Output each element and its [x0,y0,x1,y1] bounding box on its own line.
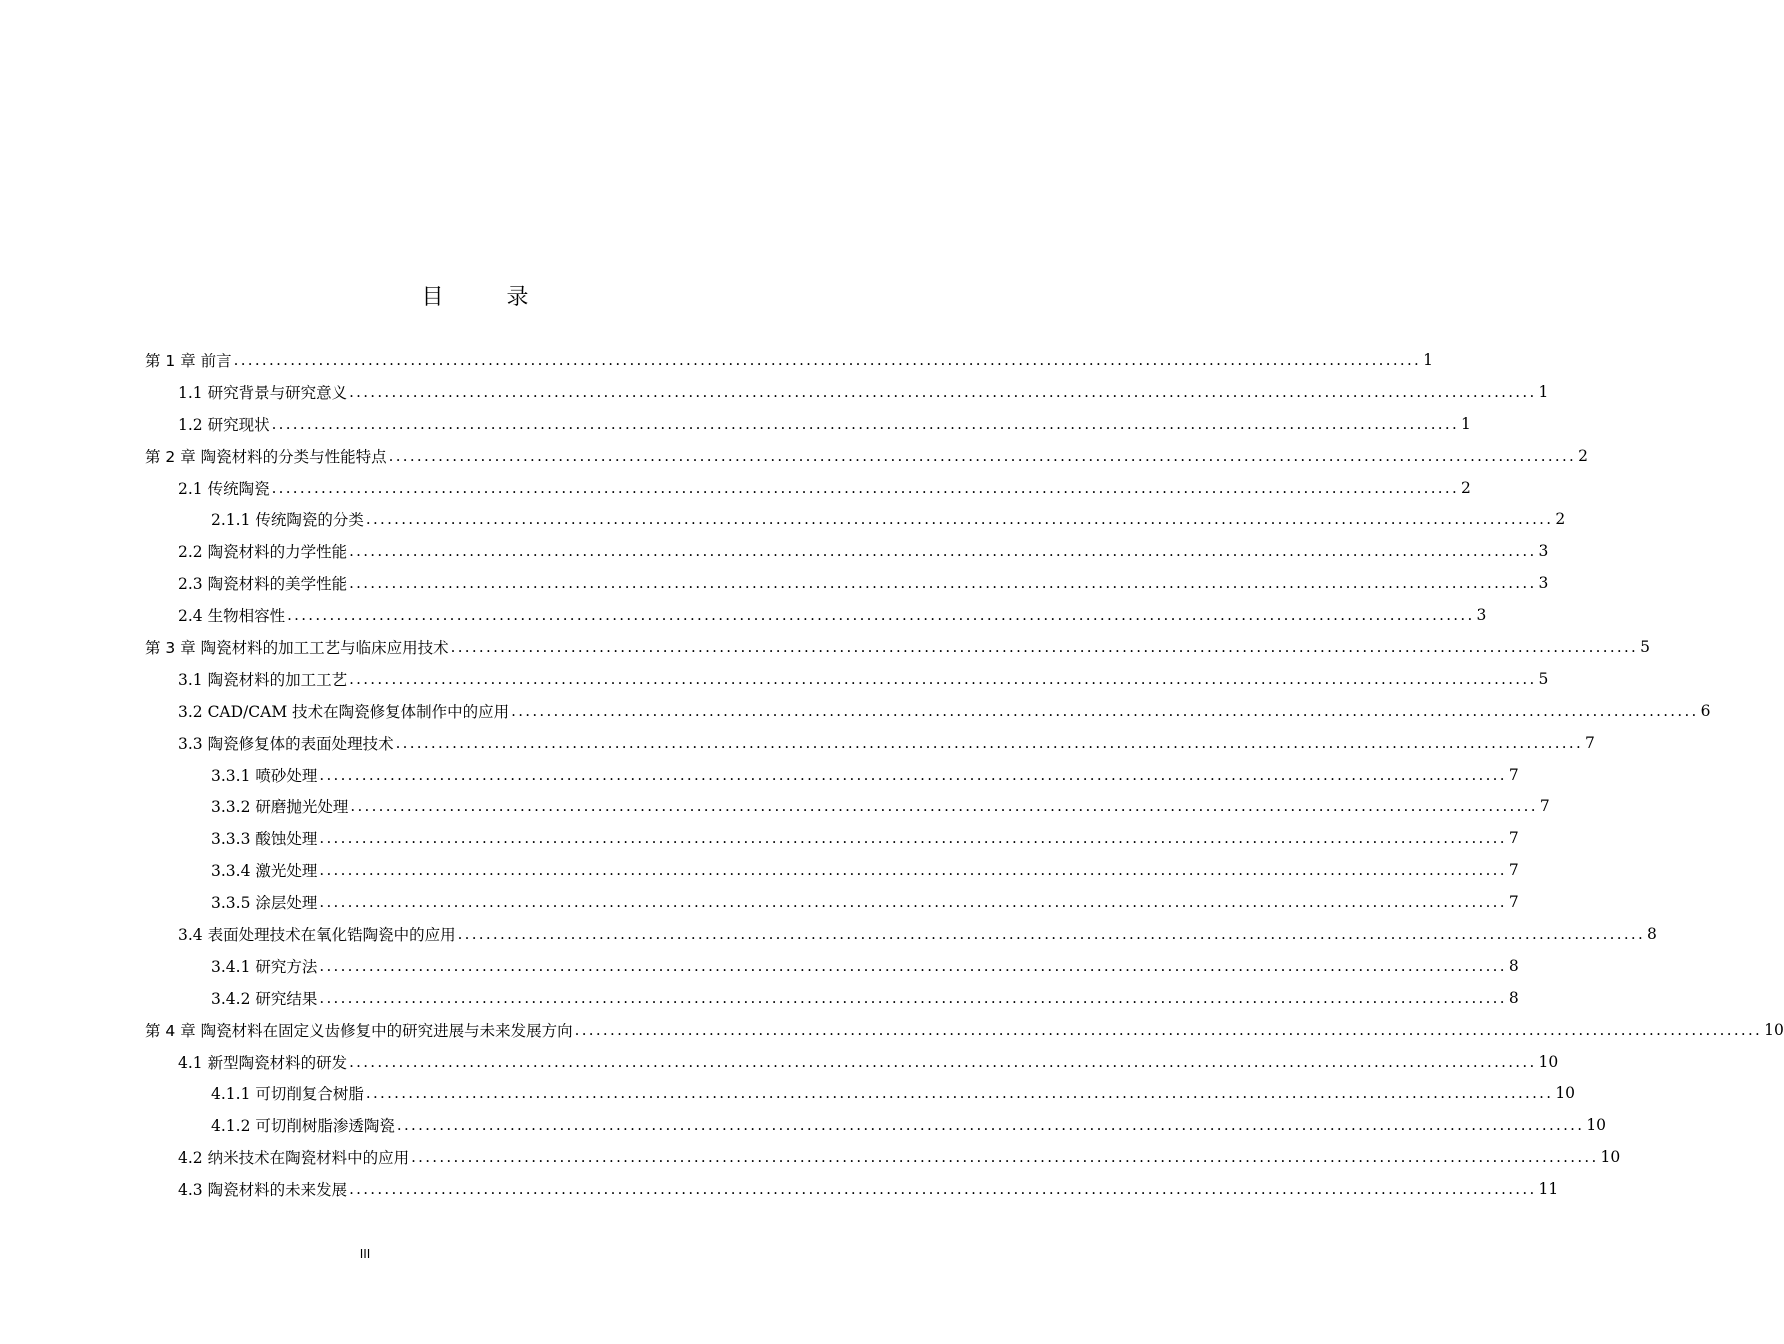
toc-entry-title: 2.1 传统陶瓷 [178,479,270,498]
toc-dot-leader: ........................................................................................................................................................................ [349,542,1537,561]
toc-entry-page-number: 5 [1640,637,1650,656]
toc-dot-leader: ........................................................................................................................................................................ [396,1116,1585,1135]
toc-entry-page-number: 8 [1508,988,1519,1007]
toc-entry-level-2[interactable] [145,1173,1559,1205]
toc-entry-title: 3.2 CAD/CAM 技术在陶瓷修复体制作中的应用 [178,702,510,721]
toc-dot-leader: ........................................................................................................................................................................ [233,350,1422,369]
toc-dot-leader: ........................................................................................................................................................................ [271,414,1460,433]
toc-entry-title: 2.2 陶瓷材料的力学性能 [178,543,348,562]
toc-entry-level-3[interactable] [145,790,1550,822]
toc-entry-level-3[interactable] [145,886,1519,918]
toc-entry-title: 4.2 纳米技术在陶瓷材料中的应用 [178,1149,410,1168]
toc-entry-page-number: 10 [1538,1052,1559,1071]
toc-entry-title: 3.1 陶瓷材料的加工工艺 [178,670,348,689]
toc-entry-page-number: 10 [1555,1084,1576,1103]
toc-entry-page-number: 1 [1461,414,1471,433]
toc-dot-leader: ........................................................................................................................................................................ [349,382,1537,401]
toc-entry-title: 第 2 章 陶瓷材料的分类与性能特点 [145,447,387,466]
toc-entry-title: 3.3.1 喷砂处理 [211,766,318,785]
toc-entry-level-1[interactable] [145,1014,1784,1046]
toc-entry-title: 4.1.1 可切削复合树脂 [211,1085,364,1104]
toc-entry-title: 3.4 表面处理技术在氧化锆陶瓷中的应用 [178,925,456,944]
toc-dot-leader: ........................................................................................................................................................................ [319,988,1507,1007]
toc-entry-page-number: 7 [1508,829,1519,848]
toc-dot-leader: ........................................................................................................................................................................ [349,1180,1537,1199]
toc-dot-leader: ........................................................................................................................................................................ [319,765,1507,784]
toc-entry-page-number: 2 [1578,446,1588,465]
toc-entry-page-number: 2 [1555,510,1566,529]
toc-entry-title: 3.3.2 研磨抛光处理 [211,798,349,817]
toc-dot-leader: ........................................................................................................................................................................ [450,637,1639,656]
toc-entry-page-number: 7 [1508,893,1519,912]
toc-dot-leader: ........................................................................................................................................................................ [271,478,1460,497]
toc-entry-level-2[interactable] [145,918,1657,950]
toc-entry-page-number: 5 [1538,669,1549,688]
toc-entry-page-number: 1 [1538,382,1549,401]
toc-entry-title: 3.4.2 研究结果 [211,989,318,1008]
toc-dot-leader: ........................................................................................................................................................................ [411,1148,1599,1167]
toc-dot-leader: ........................................................................................................................................................................ [319,861,1507,880]
toc-entry-title: 1.1 研究背景与研究意义 [178,383,348,402]
toc-entry-level-3[interactable] [145,1077,1576,1109]
toc-dot-leader: ........................................................................................................................................................................ [457,924,1646,943]
toc-entry-page-number: 10 [1586,1116,1607,1135]
toc-entry-level-2[interactable] [145,599,1487,631]
toc-entry-level-3[interactable] [145,1109,1607,1141]
toc-entry-page-number: 6 [1700,701,1711,720]
toc-entry-level-3[interactable] [145,950,1519,982]
toc-entry-page-number: 8 [1647,924,1657,943]
toc-entry-page-number: 3 [1538,542,1549,561]
toc-dot-leader: ........................................................................................................................................................................ [349,669,1537,688]
toc-entry-level-2[interactable] [145,472,1471,504]
toc-entry-level-2[interactable] [145,376,1549,408]
toc-entry-page-number: 3 [1476,606,1487,625]
toc-entry-level-3[interactable] [145,503,1566,535]
toc-entry-level-1[interactable] [145,631,1650,663]
toc-dot-leader: ........................................................................................................................................................................ [349,1052,1537,1071]
toc-entry-title: 2.1.1 传统陶瓷的分类 [211,511,364,530]
toc-entry-title: 3.3.5 涂层处理 [211,894,318,913]
toc-entry-title: 3.3.4 激光处理 [211,862,318,881]
toc-entry-level-2[interactable] [145,727,1595,759]
toc-entry-title: 3.4.1 研究方法 [211,957,318,976]
page-title: 目 录 [421,285,557,310]
toc-entry-title: 1.2 研究现状 [178,415,270,434]
toc-entry-level-2[interactable] [145,567,1549,599]
toc-dot-leader: ........................................................................................................................................................................ [319,893,1507,912]
toc-entry-page-number: 3 [1538,574,1549,593]
toc-entry-level-3[interactable] [145,982,1519,1014]
toc-entry-title: 3.3.3 酸蚀处理 [211,830,318,849]
table-of-contents [145,344,1784,1205]
toc-entry-level-2[interactable] [145,695,1711,727]
toc-entry-level-3[interactable] [145,822,1519,854]
toc-entry-page-number: 7 [1508,861,1519,880]
toc-entry-level-2[interactable] [145,1141,1621,1173]
toc-entry-page-number: 8 [1508,956,1519,975]
toc-dot-leader: ........................................................................................................................................................................ [574,1020,1763,1039]
toc-entry-level-2[interactable] [145,663,1549,695]
toc-entry-level-1[interactable] [145,344,1433,376]
toc-dot-leader: ........................................................................................................................................................................ [349,574,1537,593]
toc-dot-leader: ........................................................................................................................................................................ [388,446,1577,465]
toc-entry-title: 第 1 章 前言 [145,351,232,370]
toc-dot-leader: ........................................................................................................................................................................ [365,510,1554,529]
toc-entry-page-number: 10 [1764,1020,1784,1039]
toc-entry-level-2[interactable] [145,1046,1559,1078]
toc-entry-title: 4.1.2 可切削树脂渗透陶瓷 [211,1117,395,1136]
toc-entry-title: 3.3 陶瓷修复体的表面处理技术 [178,734,394,753]
toc-entry-page-number: 10 [1600,1148,1621,1167]
toc-entry-level-3[interactable] [145,759,1519,791]
toc-entry-title: 第 3 章 陶瓷材料的加工工艺与临床应用技术 [145,638,449,657]
toc-entry-title: 第 4 章 陶瓷材料在固定义齿修复中的研究进展与未来发展方向 [145,1021,573,1040]
toc-entry-title: 2.4 生物相容性 [178,607,286,626]
toc-dot-leader: ........................................................................................................................................................................ [319,956,1507,975]
toc-entry-title: 4.3 陶瓷材料的未来发展 [178,1181,348,1200]
toc-entry-page-number: 7 [1539,797,1550,816]
page-footer-number: III [359,1247,371,1261]
toc-entry-title: 2.3 陶瓷材料的美学性能 [178,575,348,594]
toc-dot-leader: ........................................................................................................................................................................ [350,797,1538,816]
toc-entry-level-2[interactable] [145,535,1549,567]
toc-dot-leader: ........................................................................................................................................................................ [365,1084,1554,1103]
toc-entry-title: 4.1 新型陶瓷材料的研发 [178,1053,348,1072]
toc-entry-page-number: 7 [1585,733,1595,752]
toc-entry-level-3[interactable] [145,854,1519,886]
toc-dot-leader: ........................................................................................................................................................................ [287,606,1475,625]
toc-entry-page-number: 1 [1423,350,1433,369]
toc-entry-level-2[interactable] [145,408,1471,440]
toc-dot-leader: ........................................................................................................................................................................ [395,733,1584,752]
toc-entry-level-1[interactable] [145,440,1588,472]
toc-entry-page-number: 11 [1538,1180,1559,1199]
toc-dot-leader: ........................................................................................................................................................................ [511,701,1699,720]
toc-entry-page-number: 7 [1508,765,1519,784]
toc-dot-leader: ........................................................................................................................................................................ [319,829,1507,848]
toc-entry-page-number: 2 [1461,478,1471,497]
